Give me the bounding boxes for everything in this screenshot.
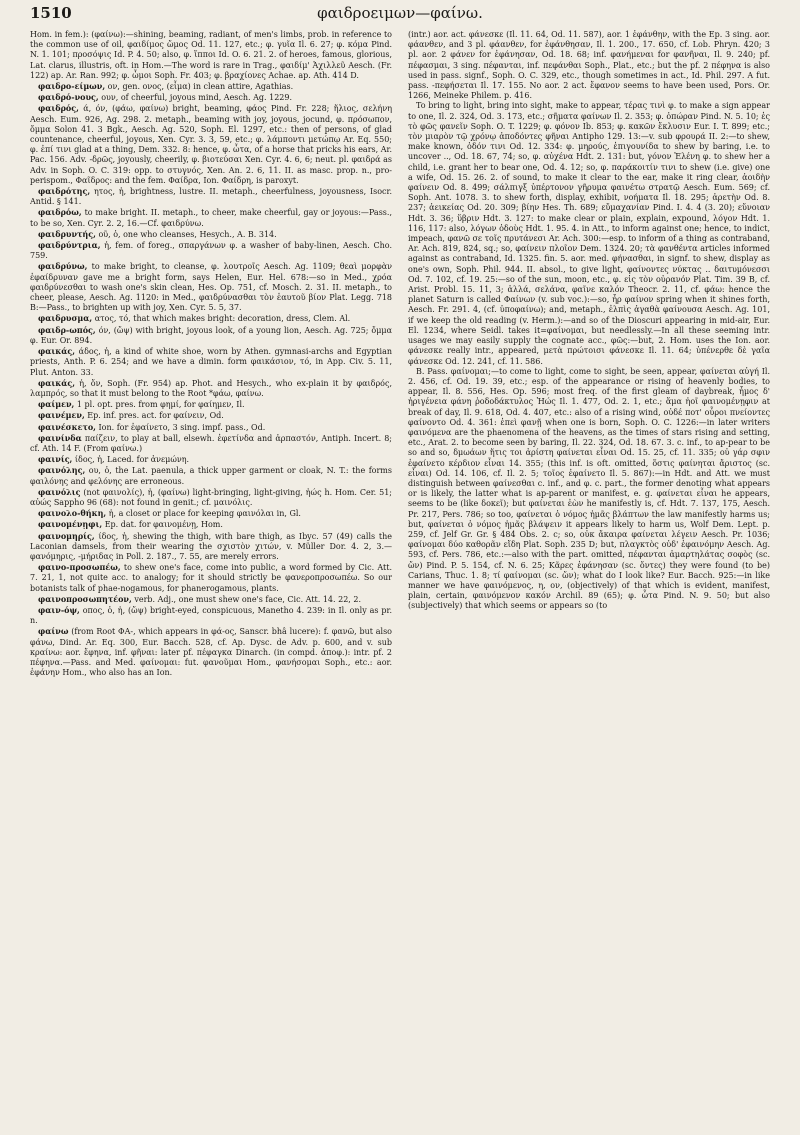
dictionary-entry <box>30 186 392 207</box>
entry-headword: φαινο-προσωπέω, <box>38 562 121 573</box>
entry-text: to make bright. II. metaph., to cheer, make cheerful, gay or joyous:—Pass., to be so, Xen. Cyr. 2. 2, 16.—Cf. φαιδρύνω. <box>30 208 392 228</box>
entry-text: 1 pl. opt. pres. from φημί, for φαίημεν, Il. <box>76 400 245 410</box>
entry-text: Hom. in fem.): (φαίνω):—shining, beaming, radiant, of men's limbs, prob. in reference to the common use of oil, φαιδίμος ὤμος Od. 11. 127, etc.; φ. γυῖα Il. 6. 27; φ. κόμα Pind. N. 1. 101; προσόψις Id. P. 4. 50; also, φ. ἵπποι Id. O. 6. 21. 2. of heroes, famous, glorious, Lat. clarus, illustris, oft. in Hom.—The word is rare in Trag., φαιδίμ' Ἀχιλλεῦ Aesch. (Fr. 122) ap. Ar. Ran. 992; φ. ὦμοι Soph. Fr. 403; φ. βραχίονες Achae. ap. Ath. 414 D. <box>30 30 392 80</box>
entry-headword: φαίνω <box>38 626 69 637</box>
entry-text: ατος, τό, that which makes bright: decoration, dress, Clem. Al. <box>94 314 351 324</box>
entry-text: ουν, of cheerful, joyous mind, Aesch. Ag. 1229. <box>101 93 293 103</box>
entry-headword: φαιδρόω, <box>38 207 82 218</box>
dictionary-entry <box>408 101 770 366</box>
dictionary-entry <box>30 605 392 626</box>
dictionary-entry <box>30 229 392 240</box>
entry-text: ά, όν, (φάω, φαίνω) bright, beaming, φάος Pind. Fr. 228; ἥλιος, σελήνη Aesch. Eum. 926, Ag. 298. 2. metaph., beaming with joy, joyous, jocund, φ. πρόσωπον, ὄμμα Solon 41. 3 Bgk., Aesch. Ag. 520, Soph. El. 1297, etc.: then of persons, of glad countenance, cheerful, joyous, Xen. Cyr. 3. 3, 59, etc.; φ. λάμποντι μετώπῳ Ar. Eq. 550; φ. ἐπί τινι glad at a thing, Dem. 332. 8: hence, φ. ὦτα, of a horse that pricks his ears, Ar. Pac. 156. Adv. -δρῶς, joyously, cheerily, φ. βιοτεύσαι Xen. Cyr. 4. 6, 6; neut. pl. φαιδρά as Adv. in Soph. O. C. 319: opp. to στυγνός, Xen. An. 2. 6, 11. II. as masc. prop. n., pro-perispom., Φαῖδρος: and the fem. Φαίδρα, Ion. Φαίδρη, is paroxyt. <box>30 104 392 185</box>
entry-headword: φαινίς, <box>38 454 73 465</box>
dictionary-entry <box>408 367 770 612</box>
entry-headword: φαιδρ-ωπός, <box>38 324 96 335</box>
entry-headword: φαινολο-θήκη, <box>38 508 107 519</box>
dictionary-entry <box>30 422 392 433</box>
entry-headword: φαινέσκετο, <box>38 421 96 432</box>
entry-text: to shew one's face, come into public, a word formed by Cic. Att. 7. 21, 1, not quite acc. to analogy; for it should strictly be φανεροπροσωπέω. So our botanists talk of phae-nogamous, for phanerogamous, plants. <box>30 563 392 593</box>
dictionary-entry <box>30 531 392 563</box>
entry-headword: φαιδρο-είμων, <box>38 81 106 92</box>
entry-headword: φαιδρύνω, <box>38 261 88 272</box>
left-column <box>30 30 392 1127</box>
entry-text: (not φαινολίς), ἡ, (φαίνω) light-bringing, light-giving, ἠώς h. Hom. Cer. 51; αὐώς Sappho 96 (68): not found in genit.; cf. μαινόλις. <box>30 487 392 507</box>
entry-headword: φαινίνδα <box>38 432 82 443</box>
entry-headword: φαιδρότης, <box>38 186 91 197</box>
dictionary-entry <box>30 594 392 605</box>
entry-text: ἡ, ὄν, Soph. (Fr. 954) ap. Phot. and Hesych., who ex-plain it by φαιδρός, λαμπρός, so that it must belong to the Root *φάω, φαίνω. <box>30 378 392 398</box>
entry-headword: φαινομηρίς, <box>38 530 95 541</box>
dictionary-entry <box>30 433 392 454</box>
entry-text: ου, ὁ, the Lat. paenula, a thick upper garment or cloak, N. T.: the forms φαιλόνης and φελόνης are erroneous. <box>30 466 392 486</box>
page-number: 1510 <box>30 4 72 22</box>
dictionary-entry <box>30 81 392 92</box>
dictionary-entry <box>30 399 392 410</box>
entry-text: ίδος, ἡ, Laced. for ἀνεμώνη. <box>74 455 190 465</box>
dictionary-entry <box>30 261 392 313</box>
guide-words: φαιδροειμων—φαίνω. <box>317 4 483 22</box>
dictionary-entry <box>30 325 392 346</box>
right-column <box>408 30 770 1127</box>
dictionary-entry <box>30 92 392 103</box>
dictionary-entry <box>30 103 392 186</box>
entry-text: ἡ, fem. of foreg., σπαργάνων φ. a washer of baby-linen, Aesch. Cho. 759. <box>30 241 392 261</box>
dictionary-entry <box>30 378 392 399</box>
dictionary-entry <box>30 519 392 530</box>
entry-headword: φαινέμεν, <box>38 410 85 421</box>
entry-headword: φαιδρυσμα, <box>38 313 93 324</box>
entry-headword: φαιδρό-νους, <box>38 92 99 103</box>
dictionary-entry <box>30 454 392 465</box>
entry-headword: φαινόλης, <box>38 465 86 476</box>
entry-headword: φαίμεν, <box>38 399 75 410</box>
dictionary-entry <box>30 240 392 261</box>
entry-headword: φαιδρυντής, <box>38 228 96 239</box>
dictionary-entry <box>30 313 392 324</box>
text-columns <box>30 30 770 1127</box>
entry-text: ἡ, a closet or place for keeping φαινόλαι in, Gl. <box>108 509 301 519</box>
entry-text: ον, gen. ονος, (εἷμα) in clean attire, Agathias. <box>107 82 294 92</box>
dictionary-entry <box>30 626 392 678</box>
entry-text: B. Pass. φαίνομαι;—to come to light, come to sight, be seen, appear, φαίνεται αὐγή Il. 2. 456, cf. Od. 19. 39, etc.; esp. of the appearance or rising of heavenly bodies, to appear, Il. 8. 556, Hes. Op. 596; most freq. of the first gleam of daybreak, ἦμος δ' ἠριγένεια φάνη ῥοδοδάκτυλος Ἠώς Il. 1. 477, Od. 2. 1, etc.; ἅμα ἠοῖ φαινομένῃφιν at break of day, Il. 9. 618, Od. 4. 407, etc.: also of a rising wind, οὐδέ ποτ' οὖροι πνείοντες φαίνοντο Od. 4. 361: ἐπεὶ φανῇ when one is born, Soph. O. C. 1226:—in later writers φαινόμενα are the phaenomena of the heavens, as the times of stars rising and setting, etc., Arat. 2. to become seen by baring, Il. 22. 324, Od. 18. 67. 3. c. inf., to ap-pear to be so and so, δμωάων ἥτις τοι ἀρίστη φαίνεται εἶναι Od. 15. 25, cf. 11. 335; οὐ γάρ σφιν ἐφαίνετο κέρδιον εἶναι 14. 355; (this inf. is oft. omitted, ὅστις φαίνηται ἄριστος (sc. εἶναι) Od. 14. 106, cf. Il. 2. 5; τοῖος ἐφαίνετο Il. 5. 867):—in Hdt. and Att. we must distinguish between φαίνεσθαι c. inf., and φ. c. part., the former denoting what appears or is likely, the latter what is ap-parent or manifest, e. g. φαίνεται εἶναι he appears, seems to be (like δοκεῖ); but φαίνεται ἐὼν he manifestly is, cf. Hdt. 7. 137, 175, Aesch. Pr. 217, Pers. 786; so too, φαίνεται ὁ νόμος ἡμᾶς βλάπτων the law manifestly harms us; but, φαίνεται ὁ νόμος ἡμᾶς βλάψειν it appears likely to harm us, Wolf Dem. Lept. p. 259, cf. Jelf Gr. Gr. § 484 Obs. 2. c; so, οὐκ ἄκαιρα φαίνεται λέγειν Aesch. Pr. 1036; φαίνομαι δύο καθορᾶν εἴδη Plat. Soph. 235 D; but, πλαγκτὸς οὐδ' ἐφαινόμην Aesch. Ag. 593, cf. Pers. 786, etc.:—also with the part. omitted, πέφανται ἁμαρτηλάτας σοφὸς (sc. ὤν) Pind. P. 5. 154, cf. N. 6. 25; Κᾶρες ἐφάνησαν (sc. ὄντες) they were found (to be) Carians, Thuc. 1. 8; τί φαίνομαι (sc. ὤν); what do I look like? Eur. Bacch. 925:—in like manner we have φαινόμενος, η, ον, (objectively) of that which is evident, manifest, plain, certain, φαινόμενον κακόν Archil. 89 (65); φ. ὦτα Pind. N. 9. 50; but also (subjectively) that which seems or appears so (to <box>408 366 770 611</box>
entry-headword: φαινομένῃφι, <box>38 519 103 530</box>
entry-text: to make bright, to cleanse, φ. λουτροῖς Aesch. Ag. 1109; θεαὶ μορφὰν ἐφαίδρυναν gave me a bright form, says Helen, Eur. Hel. 678:—so in Med., χρόα φαιδρύνεσθαι to wash one's skin clean, Hes. Op. 751, cf. Mosch. 2. 31. II. metaph., to cheer, please, Aesch. Ag. 1120: in Med., φαιδρύνασθαι τὸν ἑαυτοῦ βίον Plat. Legg. 718 B:—Pass., to brighten up with joy, Xen. Cyr. 5. 5, 37. <box>30 262 392 313</box>
entry-text: (intr.) aor. act. φάνεσκε (Il. 11. 64, Od. 11. 587), aor. 1 ἐφάνθην, with the Ep. 3 sing. aor. φάανθεν, and 3 pl. φάανθεν, for ἐφάνθησαν, Il. 1. 200., 17. 650, cf. Lob. Phryn. 420; 3 pl. aor. 2 φάνεν for ἐφάνησαν, Od. 18. 68; inf. φανήμεναι for φανῆναι, Il. 9. 240; pf. πέφασμαι, 3 sing. πέφανται, inf. πεφάνθαι Soph., Plat., etc.; but the pf. 2 πέφηνα is also used in pass. signf., Soph. O. C. 329, etc., though sometimes in act., Id. Phil. 297. A fut. pass. -πεφήσεται Il. 17. 155. No aor. 2 act. ἔφανον seems to have been used, Pors. Or. 1266, Meineke Philem. p. 416. <box>408 30 770 101</box>
entry-headword: φαικάς, <box>38 346 76 357</box>
dictionary-entry <box>30 487 392 508</box>
entry-text: To bring to light, bring into sight, make to appear, τέρας τινὶ φ. to make a sign appear to one, Il. 2. 324, Od. 3. 173, etc.; σῆματα φαίνων Il. 2. 353; φ. ὀπώραν Pind. N. 5. 10; ἐς τὸ φῶς φανεῖν Soph. O. T. 1229; φ. φόνον Ib. 853; φ. κακῶν ἔκλυσιν Eur. I. T. 899; etc.; τὸν μιαρὸν τῷ χρόνῳ ἀποδόντες φῆναι Antipho 129. 13:—v. sub φρουρά II. 2:—to shew, make known, ὁδόν τινι Od. 12. 334: φ. μηρούς, ἐπιγουνίδα to shew by baring, i.e. to uncover .., Od. 18. 67, 74; so, φ. αὐχένα Hdt. 2. 131: but, γόνον Ἑλένη φ. to shew her a child, i.e. grant her to bear one, Od. 4. 12; so, φ. παράκοιτίν τινι to shew (i.e. give) one a wife, Od. 15. 26. 2. of sound, to make it clear to the ear, make it ring clear, ἀοιδὴν φαίνειν Od. 8. 499; σάλπιγξ ὑπέρτονον γῆρυμα φαινέτω στρατῷ Aesch. Eum. 569; cf. Soph. Ant. 1078. 3. to shew forth, display, exhibit, νοήματα Il. 18. 295; ἀρετὴν Od. 8. 237; ἀεικείας Od. 20. 309; βίην Hes. Th. 689; εὔμαχανίαν Pind. I. 4. 4 (3. 20); εὔνοιαν Hdt. 3. 36; ὕβριν Hdt. 3. 127: to make clear or plain, explain, expound, λόγον Hdt. 1. 116, 117: also, λόγων ὁδοὺς Hdt. 1. 95. 4. in Att., to inform against one; hence, to indict, impeach, φανῶ σε τοῖς πρυτάνεσι Ar. Ach. 300:—esp. to inform of a thing as contraband, Ar. Ach. 819, 824, sq.; so, φαίνειν πλοῖον Dem. 1324. 20; τὰ φανθέντα articles informed against as contraband, Id. 1325. fin. 5. aor. med. φήνασθαι, in signf. to shew, display as one's own, Soph. Phil. 944. II. absol., to give light, φαίνοντες νύκτας .. δαιτυμόνεσσι Od. 7. 102, cf. 19. 25:—so of the sun, moon, etc., φ. εἰς τὸν οὐρανόν Plat. Tim. 39 B, cf. Arist. Probl. 15. 11, 3; ἀλλά, σελάνα, φαῖνε καλόν Theocr. 2. 11, cf. φάω: hence the planet Saturn is called Φαίνων (v. sub voc.):—so, ἦρ φαίνον spring when it shines forth, Aesch. Fr. 291. 4, (cf. ὑποφαίνω); and, metaph., ἐλπὶς ἀγαθὰ φαίνουσα Aesch. Ag. 101, if we keep the old reading (v. Herm.):—and so of the Dioscuri appearing in mid-air, Eur. El. 1234, where Seidl. takes it=φαίνομαι, but needlessly.—In all these seeming intr. usages we may easily supply the cognate acc., φῶς:—but, 2. Hom. uses the Ion. aor. φάνεσκε really intr., appeared, μετὰ πρώτοισι φάνεσκε Il. 11. 64; ὑπένερθε δὲ γαῖα φάνεσκε Od. 12. 241, cf. 11. 586. <box>408 101 770 366</box>
entry-headword: φαινόλις <box>38 486 81 497</box>
dictionary-entry <box>30 346 392 378</box>
entry-headword: φαινοπροσωπητέον, <box>38 593 132 604</box>
entry-text: παίζειν, to play at ball, elsewh. ἐφετίνδα and ἁρπαστόν, Antiph. Incert. 8; cf. Ath. 14 F. (From φαίνω.) <box>30 433 392 453</box>
dictionary-entry <box>30 562 392 594</box>
entry-headword: φαιδρός, <box>38 103 79 114</box>
dictionary-entry <box>30 508 392 519</box>
entry-text: Ion. for ἐφαίνετο, 3 sing. impf. pass., Od. <box>98 422 266 432</box>
entry-text: οπος, ὁ, ἡ, (ὤψ) bright-eyed, conspicuous, Manetho 4. 239: in Il. only as pr. n. <box>30 605 392 626</box>
dictionary-entry <box>30 465 392 486</box>
entry-headword: φαικάς, <box>38 377 76 388</box>
entry-text: ητος, ἡ, brightness, lustre. II. metaph., cheerfulness, joyousness, Isocr. Antid. § 141. <box>30 187 392 207</box>
dictionary-entry <box>30 30 392 81</box>
entry-text: ίδος, ἡ, shewing the thigh, with bare thigh, as Ibyc. 57 (49) calls the Laconian damsels, from their wearing the σχιστὸν χιτών, v. Müller Dor. 4. 2, 3.—φανόμηρις, -μήριδας in Poll. 2. 187., 7. 55, are merely errors. <box>30 531 392 561</box>
entry-text: verb. Adj., one must shew one's face, Cic. Att. 14. 22, 2. <box>134 594 361 604</box>
entry-text: Ep. inf. pres. act. for φαίνειν, Od. <box>87 411 224 421</box>
entry-text: Ep. dat. for φαινομένῃ, Hom. <box>104 520 223 530</box>
dictionary-entry <box>30 410 392 421</box>
page-header <box>30 4 770 30</box>
entry-text: οῦ, ὁ, one who cleanses, Hesych., A. B. 314. <box>98 229 277 239</box>
entry-text: άδος, ἡ, a kind of white shoe, worn by Athen. gymnasi-archs and Egyptian priests, Anth. P. 6. 254; and we have a dimin. form φαικάσιον, τό, in App. Civ. 5. 11, Plut. Anton. 33. <box>30 347 392 377</box>
entry-text: όν, (ὤψ) with bright, joyous look, of a young lion, Aesch. Ag. 725; ὄμμα φ. Eur. Or. 894. <box>30 325 392 345</box>
entry-text: (from Root ΦΑ-, which appears in φά-ος, Sanscr. bhâ lucere): f. φανῶ, but also φάνω, Dind. Ar. Eq. 300, Eur. Bacch. 528, cf. Ap. Dysc. de Adv. p. 600, and v. sub κραίνω: aor. ἔφηνα, inf. φῆναι: later pf. πέφαγκα Dinarch. (in compd. ἀποφ.): intr. pf. 2 πέφηνα.—Pass. and Med. φαίνομαι: fut. φανοῦμαι Hom., φανήσομαι Soph., etc.: aor. ἐφάνην Hom., who also has an Ion. <box>30 627 392 678</box>
entry-headword: φαιν-όψ, <box>38 604 80 615</box>
dictionary-entry <box>408 30 770 101</box>
dictionary-entry <box>30 207 392 228</box>
entry-headword: φαιδρύντρια, <box>38 240 101 251</box>
